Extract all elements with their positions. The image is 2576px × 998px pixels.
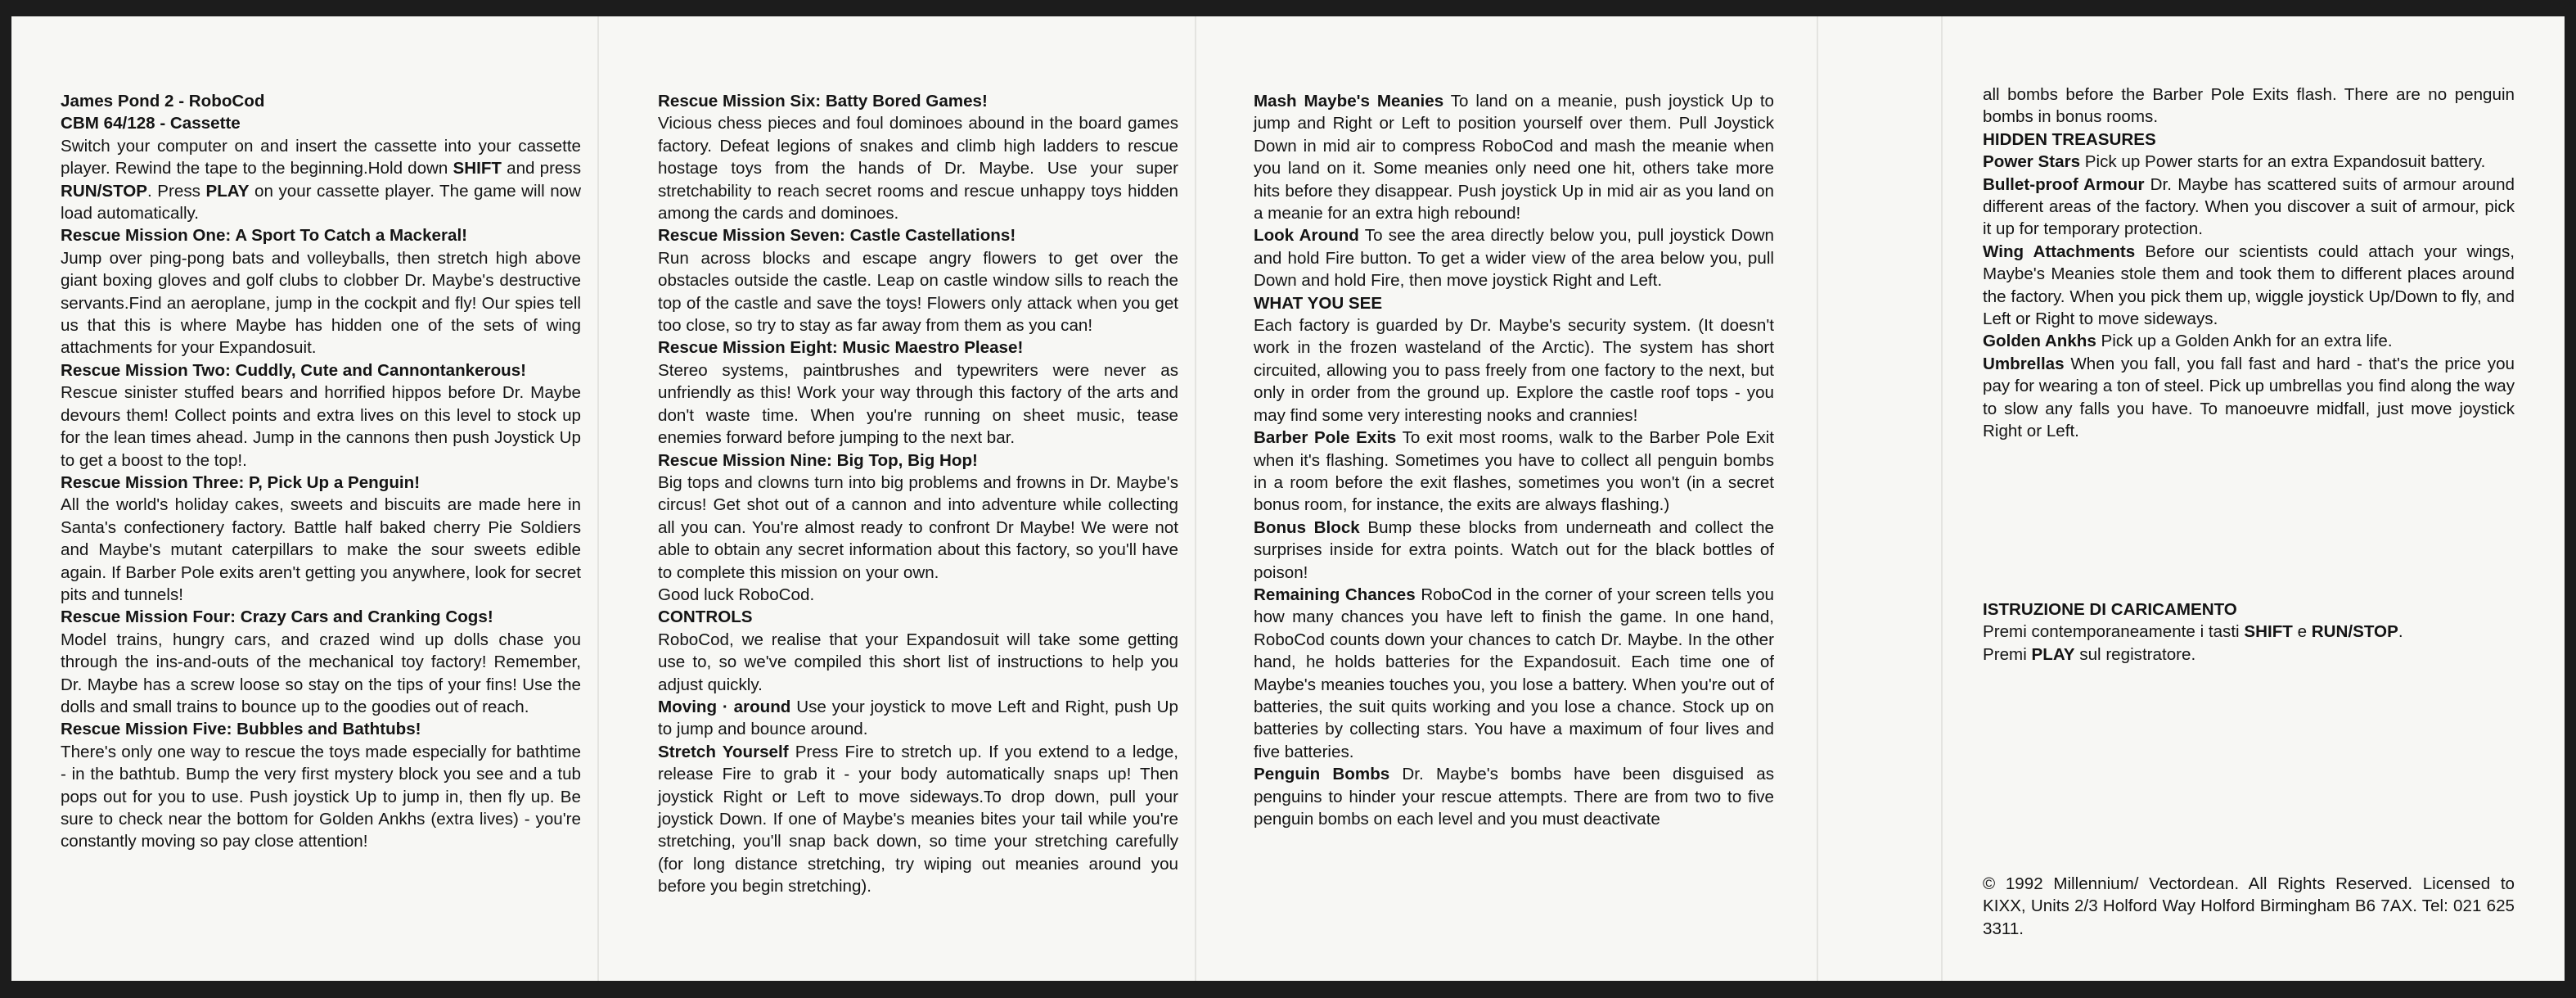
mission-4-heading: Rescue Mission Four: Crazy Cars and Cranking Cogs!: [61, 607, 493, 627]
column-2: [658, 90, 1178, 898]
column-1: [61, 90, 581, 853]
cassette-inlay: [11, 16, 2565, 981]
italian-line-1: Premi contemporaneamente i tasti SHIFT e RUN/STOP.: [1983, 622, 2403, 642]
controls-intro: RoboCod, we realise that your Expandosuit will take some getting use to, so we've compiled this short list of instructions to help you adjust quickly.: [658, 630, 1178, 694]
fold-line: [597, 16, 599, 981]
platform-title: CBM 64/128 - Cassette: [61, 114, 241, 133]
mission-7-text: Run across blocks and escape angry flowers to get over the obstacles outside the castle. Leap on castle window sills to reach the top of the castle and save the toys! Flowers only attack when you get too close, so try to stay as far away from them as you can!: [658, 248, 1178, 336]
fold-line: [1817, 16, 1818, 981]
loading-instructions: Switch your computer on and insert the cassette into your cassette player. Rewind the tape to the beginning.Hold down SHIFT and press RUN/STOP. Press PLAY on your cassette player. The game will now load automatically.: [61, 136, 581, 224]
mission-9-text: Big tops and clowns turn into big problems and frowns in Dr. Maybe's circus! Get shot out of a cannon and into adventure while collecting all you can. You're almost ready to confront Dr Maybe! We were not able to obtain any secret information about this factory, so you'll have to complete this mission on your own.: [658, 472, 1178, 582]
what-you-see-text: Each factory is guarded by Dr. Maybe's security system. (It doesn't work in the frozen wasteland of the Arctic). The system has short circuited, allowing you to pass freely from one factory to the next, but only in order from the ground up. Explore the castle roof tops - you may find some very interesting nooks and crannies!: [1254, 316, 1774, 425]
controls-heading: CONTROLS: [658, 607, 753, 627]
copyright-notice: [1983, 873, 2515, 940]
power-stars-entry: Power Stars Pick up Power starts for an extra Expandosuit battery.: [1983, 152, 2486, 172]
mission-3-heading: Rescue Mission Three: P, Pick Up a Penguin!: [61, 472, 421, 492]
column-3: [1254, 90, 1774, 830]
mission-5-text: There's only one way to rescue the toys made especially for bathtime - in the bathtub. Bump the very first mystery block you see and a tub pops out for you to use. Push joystick Up to jump in, then fly up. Be sure to check near the bottom for Golden Ankhs (extra lives) - you're constantly moving so pay close attention!: [61, 742, 581, 851]
what-you-see-heading: WHAT YOU SEE: [1254, 293, 1383, 313]
look-around-entry: Look Around To see the area directly below you, pull joystick Down and hold Fire button. To get a wider view of the area below you, pull Down and hold Fire, then move joystick Right and Left.: [1254, 226, 1775, 291]
italian-instructions: [1983, 598, 2515, 666]
mission-6-heading: Rescue Mission Six: Batty Bored Games!: [658, 92, 988, 111]
fold-line: [1195, 16, 1196, 981]
italian-line-2: Premi PLAY sul registratore.: [1983, 644, 2196, 664]
copyright-text: © 1992 Millennium/ Vectordean. All Rights Reserved. Licensed to KIXX, Units 2/3 Holford Way Holford Birmingham B6 7AX. Tel: 021 625 3311.: [1983, 874, 2515, 938]
mission-8-heading: Rescue Mission Eight: Music Maestro Please!: [658, 338, 1024, 358]
mission-1-text: Jump over ping-pong bats and volleyballs, then stretch high above giant boxing gloves and golf clubs to clobber Dr. Maybe's destructive servants.Find an aeroplane, jump in the cockpit and fly! Our spies tell us that this is where Maybe has hidden one of the sets of wing attachments for your Expandosuit.: [61, 248, 581, 358]
penguin-bombs-continued: all bombs before the Barber Pole Exits flash. There are no penguin bombs in bonus rooms.: [1983, 85, 2515, 127]
moving-around-entry: Moving · around Use your joystick to move Left and Right, push Up to jump and bounce around.: [658, 697, 1178, 739]
golden-ankhs-entry: Golden Ankhs Pick up a Golden Ankh for an extra life.: [1983, 332, 2393, 351]
fold-line: [1941, 16, 1943, 981]
good-luck-text: Good luck RoboCod.: [658, 585, 815, 604]
wing-attachments-entry: Wing Attachments Before our scientists could attach your wings, Maybe's Meanies stole them and took them to different places around the factory. When you pick them up, wiggle joystick Up/Down to fly, and Left or Right to move sideways.: [1983, 242, 2515, 329]
mission-7-heading: Rescue Mission Seven: Castle Castellations!: [658, 226, 1016, 246]
bonus-block-entry: Bonus Block Bump these blocks from underneath and collect the surprises inside for extra points. Watch out for the black bottles of poison!: [1254, 517, 1774, 582]
barber-pole-entry: Barber Pole Exits To exit most rooms, walk to the Barber Pole Exit when it's flashing. Sometimes you have to collect all penguin bombs in a room before the exit flashes, sometimes you won't (in a secret bonus room, for instance, the exits are always flashing.): [1254, 428, 1774, 515]
game-title: James Pond 2 - RoboCod: [61, 92, 265, 111]
umbrellas-entry: Umbrellas When you fall, you fall fast and hard - that's the price you pay for wearing a ton of steel. Pick up umbrellas you find along the way to slow any falls you have. To manoeuvre midfall, just move joystick Right or Left.: [1983, 354, 2515, 441]
mission-8-text: Stereo systems, paintbrushes and typewriters were never as unfriendly as this! Work your way through this factory of the arts and don't waste time. When you're running on sheet music, tease enemies forward before jumping to the next bar.: [658, 360, 1178, 448]
stretch-yourself-entry: Stretch Yourself Press Fire to stretch up. If you extend to a ledge, release Fire to grab it - your body automatically snaps up! Then joystick Right or Left to move sideways.To drop down, pull your joystick Down. If one of Maybe's meanies bites your tail while you're stretching, you'll snap back down, so time your stretching carefully (for long distance stretching, try wiping out meanies around you before you begin stretching).: [658, 742, 1178, 896]
hidden-treasures-heading: HIDDEN TREASURES: [1983, 129, 2156, 149]
mission-6-text: Vicious chess pieces and foul dominoes abound in the board games factory. Defeat legions of snakes and climb high ladders to rescue hostage toys from the hands of Dr. Maybe. Use your super stretchability to reach secret rooms and rescue unhappy toys hidden among the cards and dominoes.: [658, 114, 1178, 224]
column-4: [1983, 84, 2515, 443]
armour-entry: Bullet-proof Armour Dr. Maybe has scattered suits of armour around different areas of the factory. When you discover a suit of armour, pick it up for temporary protection.: [1983, 174, 2515, 239]
mash-meanies-entry: Mash Maybe's Meanies To land on a meanie, push joystick Up to jump and Right or Left to position yourself over them. Pull Joystick Down in mid air to compress RoboCod and mash the meanie when you land on it. Some meanies only need one hit, others take more hits before they disappear. Push joystick Up in mid air as you land on a meanie for an extra high rebound!: [1254, 92, 1774, 224]
penguin-bombs-entry: Penguin Bombs Dr. Maybe's bombs have been disguised as penguins to hinder your rescue attempts. There are from two to five penguin bombs on each level and you must deactivate: [1254, 765, 1775, 829]
mission-1-heading: Rescue Mission One: A Sport To Catch a Mackeral!: [61, 226, 468, 246]
italian-heading: ISTRUZIONE DI CARICAMENTO: [1983, 600, 2237, 619]
mission-4-text: Model trains, hungry cars, and crazed wind up dolls chase you through the ins-and-outs of the mechanical toy factory! Remember, Dr. Maybe has a screw loose so stay on the tips of your fins! Use the dolls and small trains to bounce up to the goodies out of reach.: [61, 630, 581, 716]
remaining-chances-entry: Remaining Chances RoboCod in the corner of your screen tells you how many chances you have left to finish the game. In one hand, RoboCod counts down your chances to catch Dr. Maybe. In the other hand, he holds batteries for the Expandosuit. Each time one of Maybe's meanies touches you, you lose a battery. When you're out of batteries, the suit quits working and you lose a chance. Stock up on batteries by collecting stars. You have a maximum of four lives and five batteries.: [1254, 585, 1774, 761]
mission-3-text: All the world's holiday cakes, sweets and biscuits are made here in Santa's confectionery factory. Battle half baked cherry Pie Soldiers and Maybe's mutant caterpillars to make the sour sweets edible again. If Barber Pole exits aren't getting you anywhere, look for secret pits and tunnels!: [61, 495, 581, 604]
mission-2-text: Rescue sinister stuffed bears and horrified hippos before Dr. Maybe devours them! Collect points and extra lives on this level to stock up for the lean times ahead. Jump in the cannons then push Joystick Up to get a boost to the top!.: [61, 383, 581, 470]
mission-9-heading: Rescue Mission Nine: Big Top, Big Hop!: [658, 450, 978, 470]
mission-5-heading: Rescue Mission Five: Bubbles and Bathtubs!: [61, 720, 421, 739]
mission-2-heading: Rescue Mission Two: Cuddly, Cute and Cannontankerous!: [61, 360, 527, 380]
